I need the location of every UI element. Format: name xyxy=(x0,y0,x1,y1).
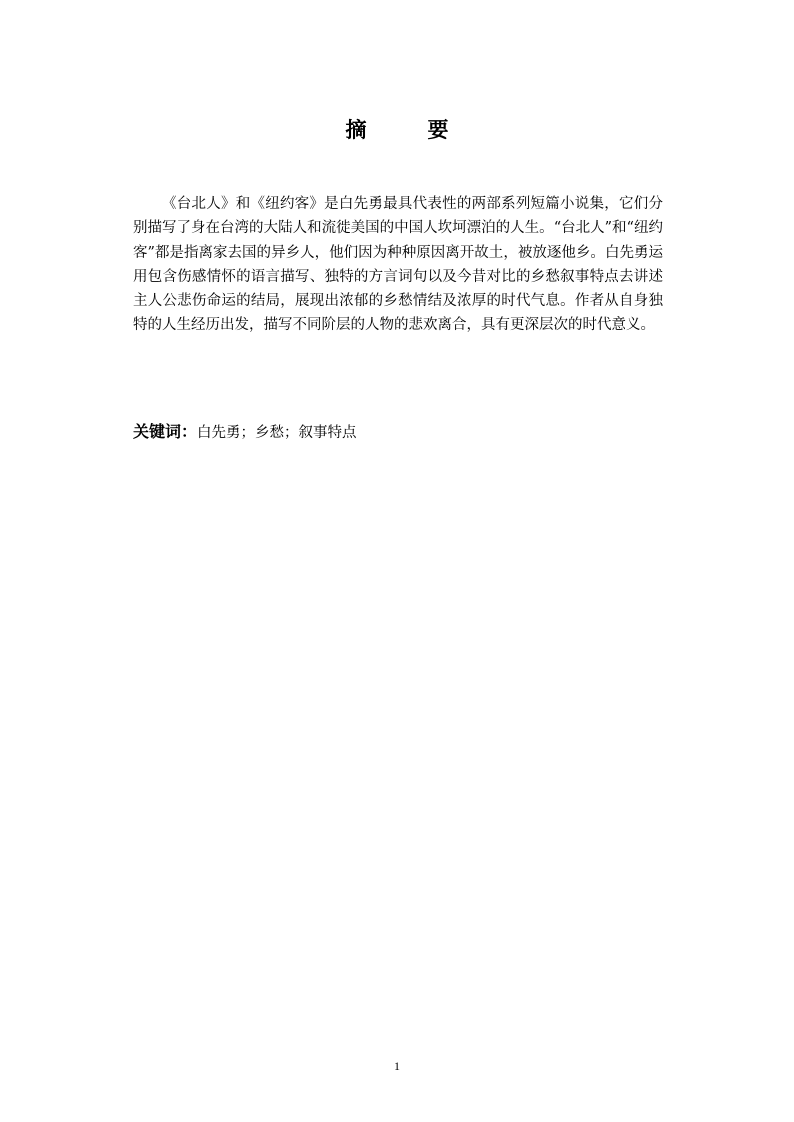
keywords-line xyxy=(133,418,663,447)
keywords-label: 关键词： xyxy=(133,422,198,441)
abstract-title: 摘 要 xyxy=(345,118,469,142)
abstract-body: 《台北人》和《纽约客》是白先勇最具代表性的两部系列短篇小说集，它们分别描写了身在台湾的大陆人和流徙美国的中国人坎坷漂泊的人生。“台北人”和“纽约客”都是指离家去国的异乡人，他们因为种种原因离开故土，被放逐他乡。白先勇运用包含伤感情怀的语言描写、独特的方言词句以及今昔对比的乡愁叙事特点去讲述主人公悲伤命运的结局，展现出浓郁的乡愁情结及浓厚的时代气息。作者从自身独特的人生经历出发，描写不同阶层的人物的悲欢离合，具有更深层次的时代意义。 xyxy=(133,196,663,334)
page-number: 1 xyxy=(394,1059,400,1073)
keywords-text: 白先勇；乡愁；叙事特点 xyxy=(197,425,357,441)
